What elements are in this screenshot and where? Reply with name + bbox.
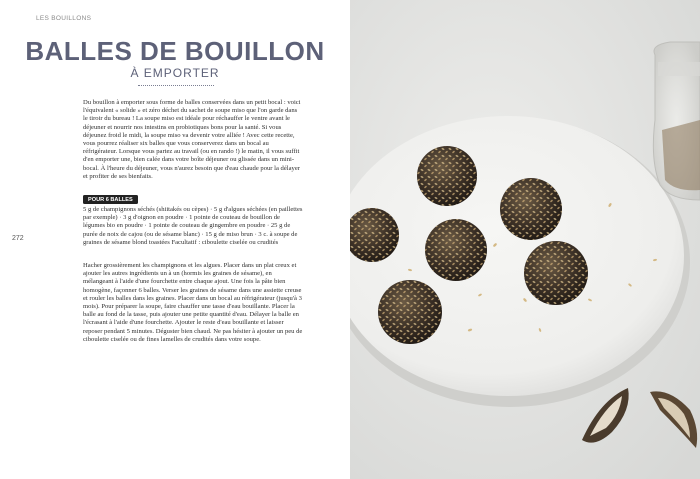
recipe-photo (350, 0, 700, 479)
ingredients-list: 5 g de champignons séchés (shiitakés ou cèpes) · 5 g d'algues séchées (en paillettes par exemple) · 3 g d'oignon en poudre · 1 pointe de couteau de bouillon de légumes bio en poudre · 1 pointe de couteau de gingembre en poudre · 25 g de purée de noix de cajou (ou de sésame blanc) · 15 g de miso brun · 3 c. à soupe de graines de sésame blond toastées Facultatif : ciboulette ciselée ou crudités (83, 206, 303, 246)
recipe-title: BALLES DE BOUILLON (25, 36, 325, 66)
preparation-steps: Hacher grossièrement les champignons et les algues. Placer dans un plat creux et ajouter les autres ingrédients un à un (hormis les graines de sésame), en mélangeant à l'aide d'une fourchette entre chaque ajout. Une fois la pâte bien homogène, façonner 6 balles. Verser les graines de sésame dans une assiette creuse et rouler les balles dans les graines. Placer dans un bocal au réfrigérateur (jusqu'à 3 mois). Pour préparer la soupe, faire chauffer une tasse d'eau bouillante. Placer la balle au fond de la tasse, puis ajouter une petite quantité d'eau. Délayer la balle en l'écrasant à l'aide d'une fourchette. Ajouter le reste d'eau bouillante et laisser reposer pendant 5 minutes. Déguster bien chaud. Ne pas hésiter à ajouter un peu de ciboulette ciselée ou de fines lamelles de crudités dans votre soupe. (83, 262, 303, 343)
page-number: 272 (12, 235, 24, 242)
photo-illustration (350, 0, 700, 479)
jar-icon (653, 42, 700, 200)
recipe-subtitle: À EMPORTER (130, 66, 220, 80)
dotted-divider (138, 85, 214, 86)
section-header: LES BOUILLONS (36, 15, 92, 22)
servings-badge: POUR 6 BALLES (83, 195, 138, 204)
intro-paragraph: Du bouillon à emporter sous forme de balles conservées dans un petit bocal : voici l'équivalent « solide » et zéro déchet du sachet de soupe miso que l'on garde dans le tiroir du bureau ! La soupe miso est idéale pour réchauffer le ventre avant le déjeuner et nourrir nos intestins en probiotiques bons pour la santé. Si vous déjeunez froid le midi, la soupe miso va devenir votre alliée ! Avec cette recette, vous pourrez réaliser six balles que vous conserverez dans un bocal au réfrigérateur. Lorsque vous partez au travail (ou en rando !) le matin, il vous suffit d'en emporter une, bien calée dans votre boîte déjeuner ou glissée dans un mini-bocal. À l'heure du déjeuner, vous n'aurez besoin que d'eau chaude pour la délayer et profiter de ses bienfaits. (83, 99, 301, 180)
